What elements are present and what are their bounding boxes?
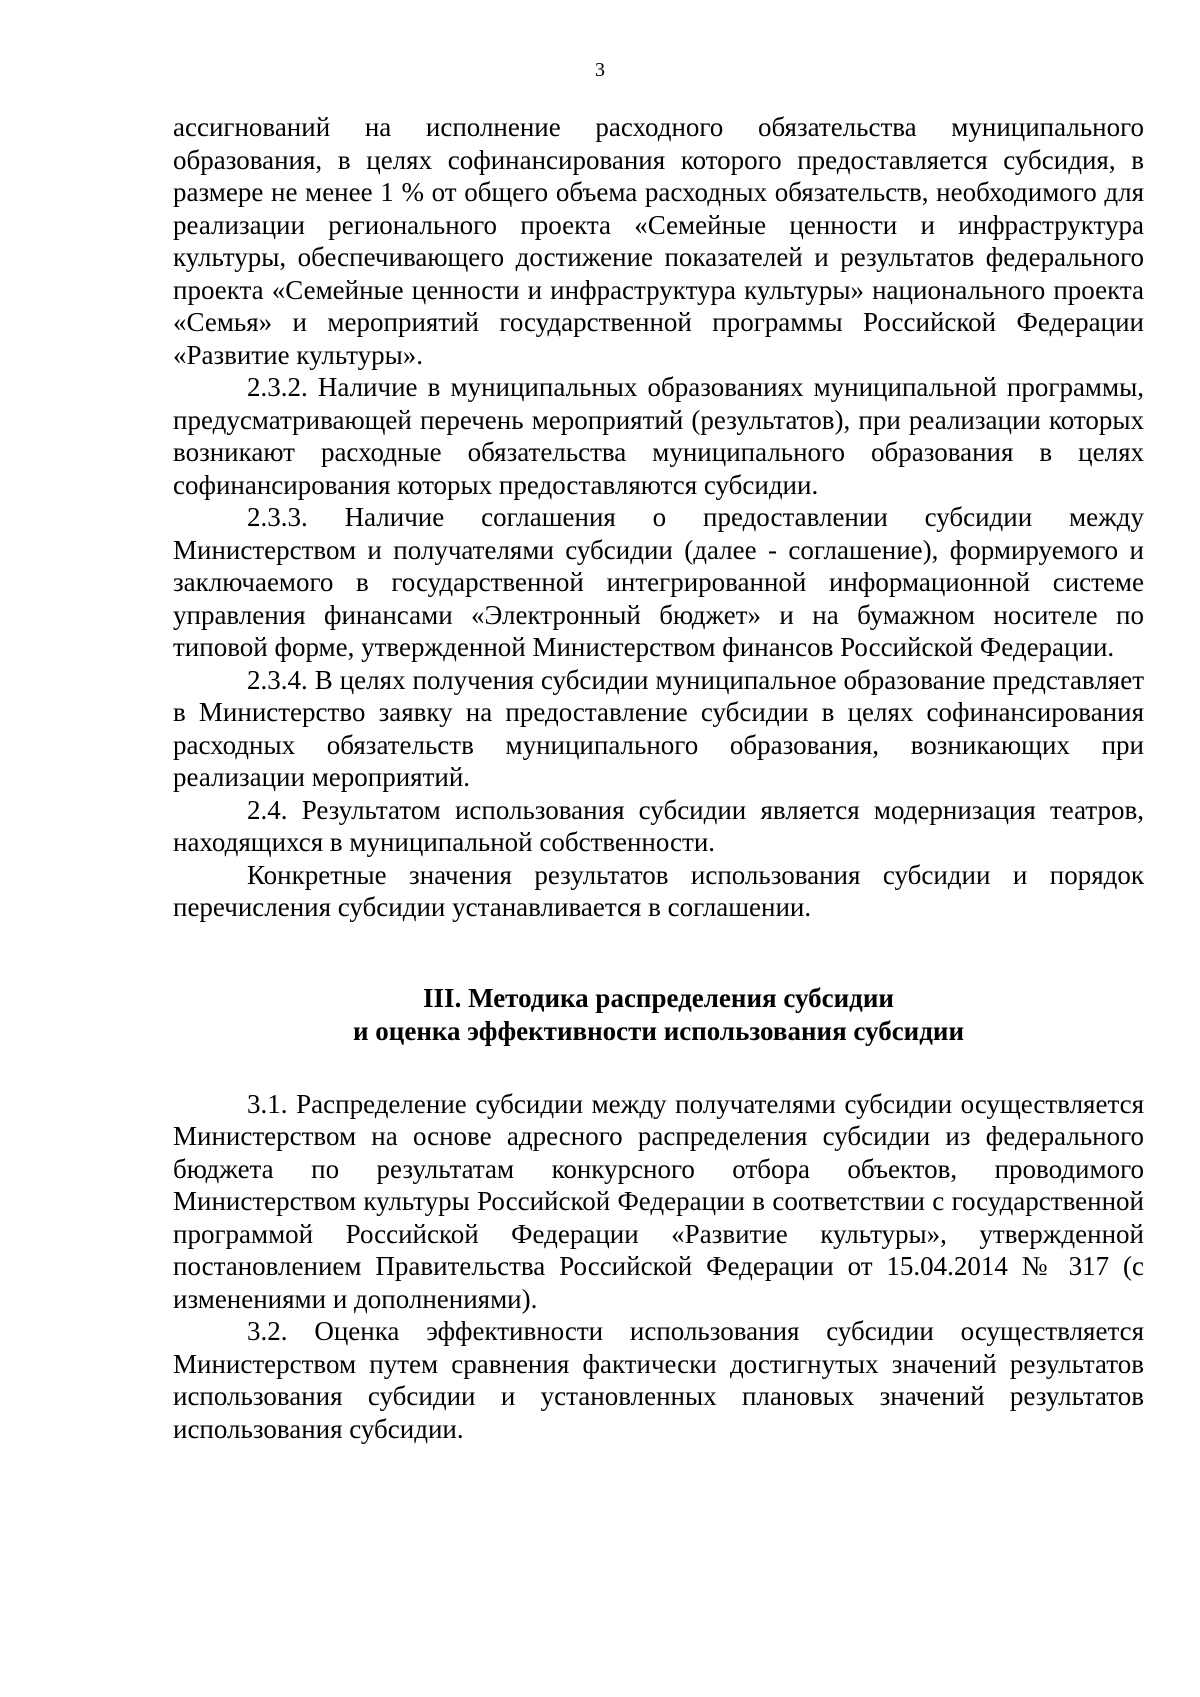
page-number: 3 bbox=[595, 59, 605, 81]
paragraph-continuation: ассигнований на исполнение расходного обязательства муниципального образования, в целях софинансирования которого предоставляется субсидия, в размере не менее 1 % от общего объема расходных обязательств, необходимого для реализации регионального проекта «Семейные ценности и инфраструктура культуры, обеспечивающего достижение показателей и результатов федерального проекта «Семейные ценности и инфраструктура культуры» национального проекта «Семья» и мероприятий государственной программы Российской Федерации «Развитие культуры». bbox=[173, 112, 1144, 370]
paragraph-3-2: 3.2. Оценка эффективности использования субсидии осуществляется Министерством путем сравнения фактически достигнутых значений результатов использования субсидии и установленных плановых значений результатов использования субсидии. bbox=[173, 1316, 1144, 1444]
paragraph-2-3-2: 2.3.2. Наличие в муниципальных образованиях муниципальной программы, предусматривающей перечень мероприятий (результатов), при реализации которых возникают расходные обязательства муниципального образования в целях софинансирования которых предоставляются субсидии. bbox=[173, 372, 1144, 500]
paragraph-2-3-3: 2.3.3. Наличие соглашения о предоставлении субсидии между Министерством и получателями субсидии (далее - соглашение), формируемого и заключаемого в государственной интегрированной информационной системе управления финансами «Электронный бюджет» и на бумажном носителе по типовой форме, утвержденной Министерством финансов Российской Федерации. bbox=[173, 502, 1144, 662]
paragraph-2-3-4: 2.3.4. В целях получения субсидии муниципальное образование представляет в Министерство заявку на предоставление субсидии в целях софинансирования расходных обязательств муниципального образования, возникающих при реализации мероприятий. bbox=[173, 664, 1144, 792]
paragraph-2-4: 2.4. Результатом использования субсидии является модернизация театров, находящихся в муниципальной собственности. bbox=[173, 794, 1144, 857]
paragraph-3-1: 3.1. Распределение субсидии между получателями субсидии осуществляется Министерством на основе адресного распределения субсидии из федерального бюджета по результатам конкурсного отбора объектов, проводимого Министерством культуры Российской Федерации в соответствии с государственной программой Российской Федерации «Развитие культуры», утвержденной постановлением Правительства Российской Федерации от 15.04.2014 № 317 (с изменениями и дополнениями). bbox=[173, 1088, 1144, 1314]
section-heading bbox=[173, 982, 1144, 1048]
paragraph-result-values: Конкретные значения результатов использования субсидии и порядок перечисления субсидии устанавливается в соглашении. bbox=[173, 859, 1144, 922]
document-body bbox=[173, 111, 1144, 1445]
section-heading-line-1: III. Методика распределения субсидии bbox=[423, 982, 894, 1013]
section-heading-line-2: и оценка эффективности использования субсидии bbox=[352, 1015, 965, 1046]
